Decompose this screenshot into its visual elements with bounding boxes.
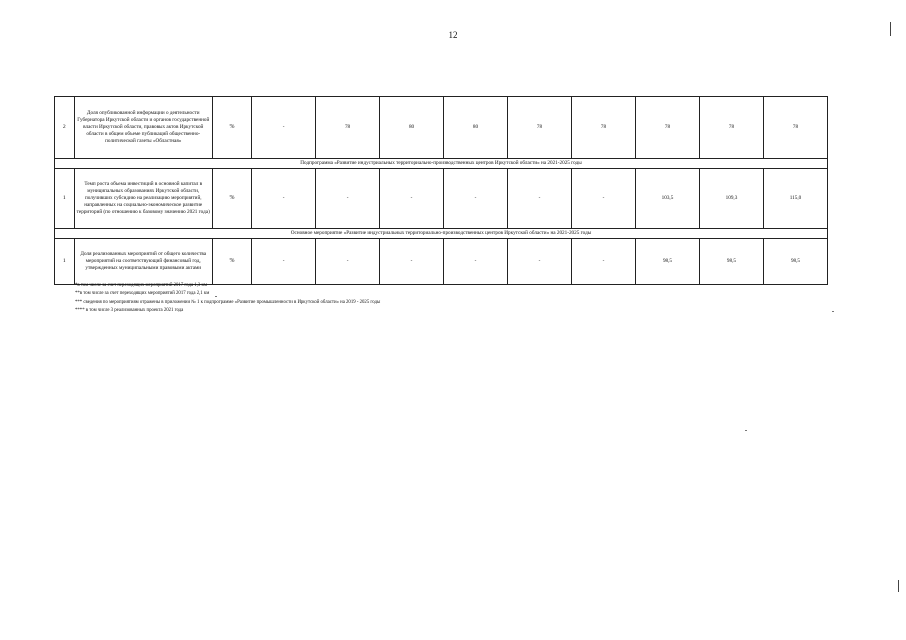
value-cell: 78 xyxy=(763,97,827,159)
main-activity-heading: Основное мероприятие «Развитие индустриальных территориально-производственных центров Иркутской области» на 2021-2025 годы xyxy=(55,229,828,239)
section-heading-row xyxy=(55,229,828,239)
section-heading-row xyxy=(55,159,828,169)
value-cell: - xyxy=(572,239,636,285)
value-cell: - xyxy=(380,239,444,285)
unit-cell: % xyxy=(212,169,251,229)
table-row xyxy=(55,239,828,285)
subprogram-heading: Подпрограмма «Развитие индустриальных территориально-производственных центров Иркутской области» на 2021-2025 годы xyxy=(55,159,828,169)
scan-speck xyxy=(745,430,747,431)
value-cell: 98,5 xyxy=(763,239,827,285)
value-cell: - xyxy=(508,239,572,285)
value-cell: - xyxy=(444,239,508,285)
scan-mark xyxy=(898,580,899,592)
value-cell: - xyxy=(316,169,380,229)
value-cell: - xyxy=(444,169,508,229)
indicators-table xyxy=(54,96,828,285)
value-cell: 98,5 xyxy=(635,239,699,285)
indicator-name: Доля опубликованной информации о деятельности Губернатора Иркутской области и органов государственной власти Иркутской области, правовых актов Иркутской области в общем объеме публикаций общественно-политической газеты «Областная» xyxy=(74,97,212,159)
unit-cell: % xyxy=(212,239,251,285)
table-row xyxy=(55,169,828,229)
value-cell: 109,3 xyxy=(699,169,763,229)
value-cell: - xyxy=(380,169,444,229)
row-number: 1 xyxy=(55,239,75,285)
value-cell: 115,0 xyxy=(763,169,827,229)
value-cell: 98,5 xyxy=(699,239,763,285)
scan-mark xyxy=(890,22,891,36)
value-cell: - xyxy=(252,169,316,229)
value-cell: 80 xyxy=(444,97,508,159)
value-cell: 80 xyxy=(380,97,444,159)
value-cell: 78 xyxy=(635,97,699,159)
unit-cell: % xyxy=(212,97,251,159)
table-row xyxy=(55,97,828,159)
row-number: 1 xyxy=(55,169,75,229)
value-cell: 78 xyxy=(699,97,763,159)
value-cell: 78 xyxy=(572,97,636,159)
footnote: **в том числе за счет переходящих мероприятий 2017 года 2,1 км xyxy=(75,291,210,297)
footnote: *в том числе за счет переходящих мероприятий 2017 года 1,3 км xyxy=(75,283,207,288)
value-cell: 78 xyxy=(316,97,380,159)
value-cell: 78 xyxy=(508,97,572,159)
scan-speck xyxy=(832,311,834,312)
footnote: **** в том числе 3 реализованных проекта 2021 года xyxy=(75,308,184,314)
value-cell: - xyxy=(252,97,316,159)
row-number: 2 xyxy=(55,97,75,159)
scan-speck xyxy=(215,296,217,297)
footnote: *** сведения по мероприятиям отражены в приложении № 1 к подпрограмме «Развитие промышленности в Иркутской области» на 2019 - 2025 годы xyxy=(75,299,381,305)
value-cell: - xyxy=(316,239,380,285)
value-cell: - xyxy=(508,169,572,229)
value-cell: 103,5 xyxy=(635,169,699,229)
indicator-name: Доля реализованных мероприятий от общего количества мероприятий на соответствующий финансовый год, утвержденных муниципальными правовыми актами xyxy=(74,239,212,285)
indicator-name: Темп роста объема инвестиций в основной капитал в муниципальных образованиях Иркутской области, получивших субсидию на реализацию мероприятий, направленных на социально-экономическое развитие территорий (по отношению к базовому значению 2021 года) xyxy=(74,169,212,229)
footnotes xyxy=(75,282,380,316)
page-number: 12 xyxy=(448,30,458,40)
value-cell: - xyxy=(252,239,316,285)
value-cell: - xyxy=(572,169,636,229)
